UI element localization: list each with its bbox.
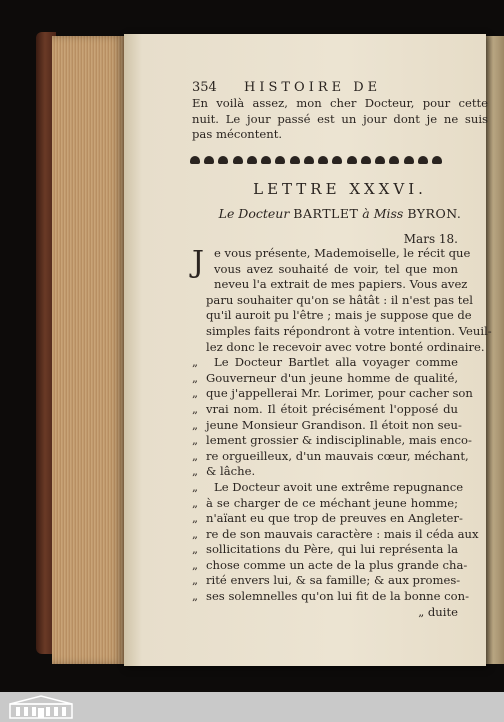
letter-line [192,292,473,309]
letter-subtitle [192,206,488,221]
letter-line [192,417,462,434]
running-title: HISTOIRE DE [244,80,382,95]
letter-line [192,496,458,512]
letter-lines [192,246,492,605]
letter-line [192,386,473,402]
letter-line [192,308,472,324]
letter-line [192,448,469,465]
line-text: lez donc le recevoir avec votre bonté ordinaire. [206,339,485,354]
letter-line [192,402,458,418]
line-text: rité envers lui, & sa famille; & aux promes- [206,573,461,588]
letter-body [192,245,492,620]
line-text: lement grossier & indisciplinable, mais enco- [206,433,472,448]
page-edges [52,36,124,664]
quote-mark: „ [192,511,199,526]
letter-line [192,433,472,449]
line-text: jeune Monsieur Grandison. Il étoit non seu- [206,417,462,432]
line-text: que j'appellerai Mr. Lorimer, pour cacher son [206,386,473,401]
letter-line [192,573,461,589]
letter-line [192,526,479,543]
text-line: pas mécontent. [192,127,283,142]
line-text: Le Docteur Bartlet alla voyager comme [214,355,458,370]
quote-mark: „ [192,589,199,604]
text-line: En voilà assez, mon cher Docteur, pour cette [192,96,488,110]
line-text: Le Docteur avoit une extrême repugnance [214,479,464,494]
letter-line [192,589,470,605]
quote-mark: „ [192,479,199,494]
subtitle-recipient: BYRON. [407,206,462,221]
letter-line [192,323,492,340]
line-text: qu'il auroit pu l'être ; mais je suppose que de [206,308,472,323]
line-text: vrai nom. Il étoit précisément l'opposé du [206,401,458,416]
catchword: „ duite [418,604,458,619]
viewer-footer-bar [0,692,504,722]
quote-mark: „ [192,557,199,572]
line-text: neveu l'a extrait de mes papiers. Vous avez [214,277,468,292]
line-text: paru souhaiter qu'on se hâtât : il n'est pas tel [206,292,473,307]
quote-mark: „ [192,495,199,510]
letter-line [192,479,464,496]
quote-mark: „ [192,526,199,541]
letter-date: Mars 18. [403,232,458,246]
quote-mark: „ [192,433,199,448]
letter-line [192,511,463,527]
line-text: sollicitations du Père, qui lui représenta la [206,542,458,557]
line-text: Gouverneur d'un jeune homme de qualité, [206,370,458,385]
library-building-logo-icon [8,694,74,720]
letter-line [192,542,458,558]
line-text: simples faits répondront à votre intention. Veuil- [206,323,492,338]
quote-mark: „ [192,417,199,432]
letter-line [192,277,468,293]
letter-line [192,557,468,574]
subtitle-sender: BARTLET [293,206,359,221]
letter-title: LETTRE XXXVI. [253,180,427,198]
subtitle-middle: à Miss [362,206,404,221]
quote-mark: „ [192,542,199,557]
quote-mark: „ [192,464,199,479]
line-text: e vous présente, Mademoiselle, le récit que [214,246,471,260]
letter-line [192,371,458,387]
line-text: re de son mauvais caractère : mais il céda aux [206,526,479,541]
quote-mark: „ [192,573,199,588]
line-text: chose comme un acte de la plus grande cha- [206,557,468,572]
quote-mark: „ [192,448,199,463]
quote-mark: „ [192,386,199,401]
letter-line [192,464,458,480]
quote-mark: „ [192,355,199,370]
quote-mark: „ [192,401,199,416]
subtitle-prefix: Le Docteur [218,206,290,221]
line-text: à se charger de ce méchant jeune homme; [206,495,458,510]
line-text: re orgueilleux, d'un mauvais cœur, méchant, [206,448,469,463]
line-text: ses solemnelles qu'on lui fit de la bonne con- [206,589,470,604]
letter-line [192,355,458,371]
page-number: 354 [192,80,217,95]
decorative-ornament-band [190,154,442,166]
text-line: nuit. Le jour passé est un jour dont je ne suis [192,111,488,126]
drop-cap: J [192,245,205,280]
letter-line [192,262,458,278]
quote-mark: „ [192,370,199,385]
letter-line [192,246,471,262]
opening-paragraph [192,96,488,143]
line-text: n'aïant eu que trop de preuves en Angleter- [206,511,463,526]
next-page-edge [486,36,504,664]
line-text: & lâche. [206,464,256,479]
letter-line [192,339,485,356]
book-page [124,34,492,666]
line-text: vous avez souhaité de voir, tel que mon [214,261,458,276]
